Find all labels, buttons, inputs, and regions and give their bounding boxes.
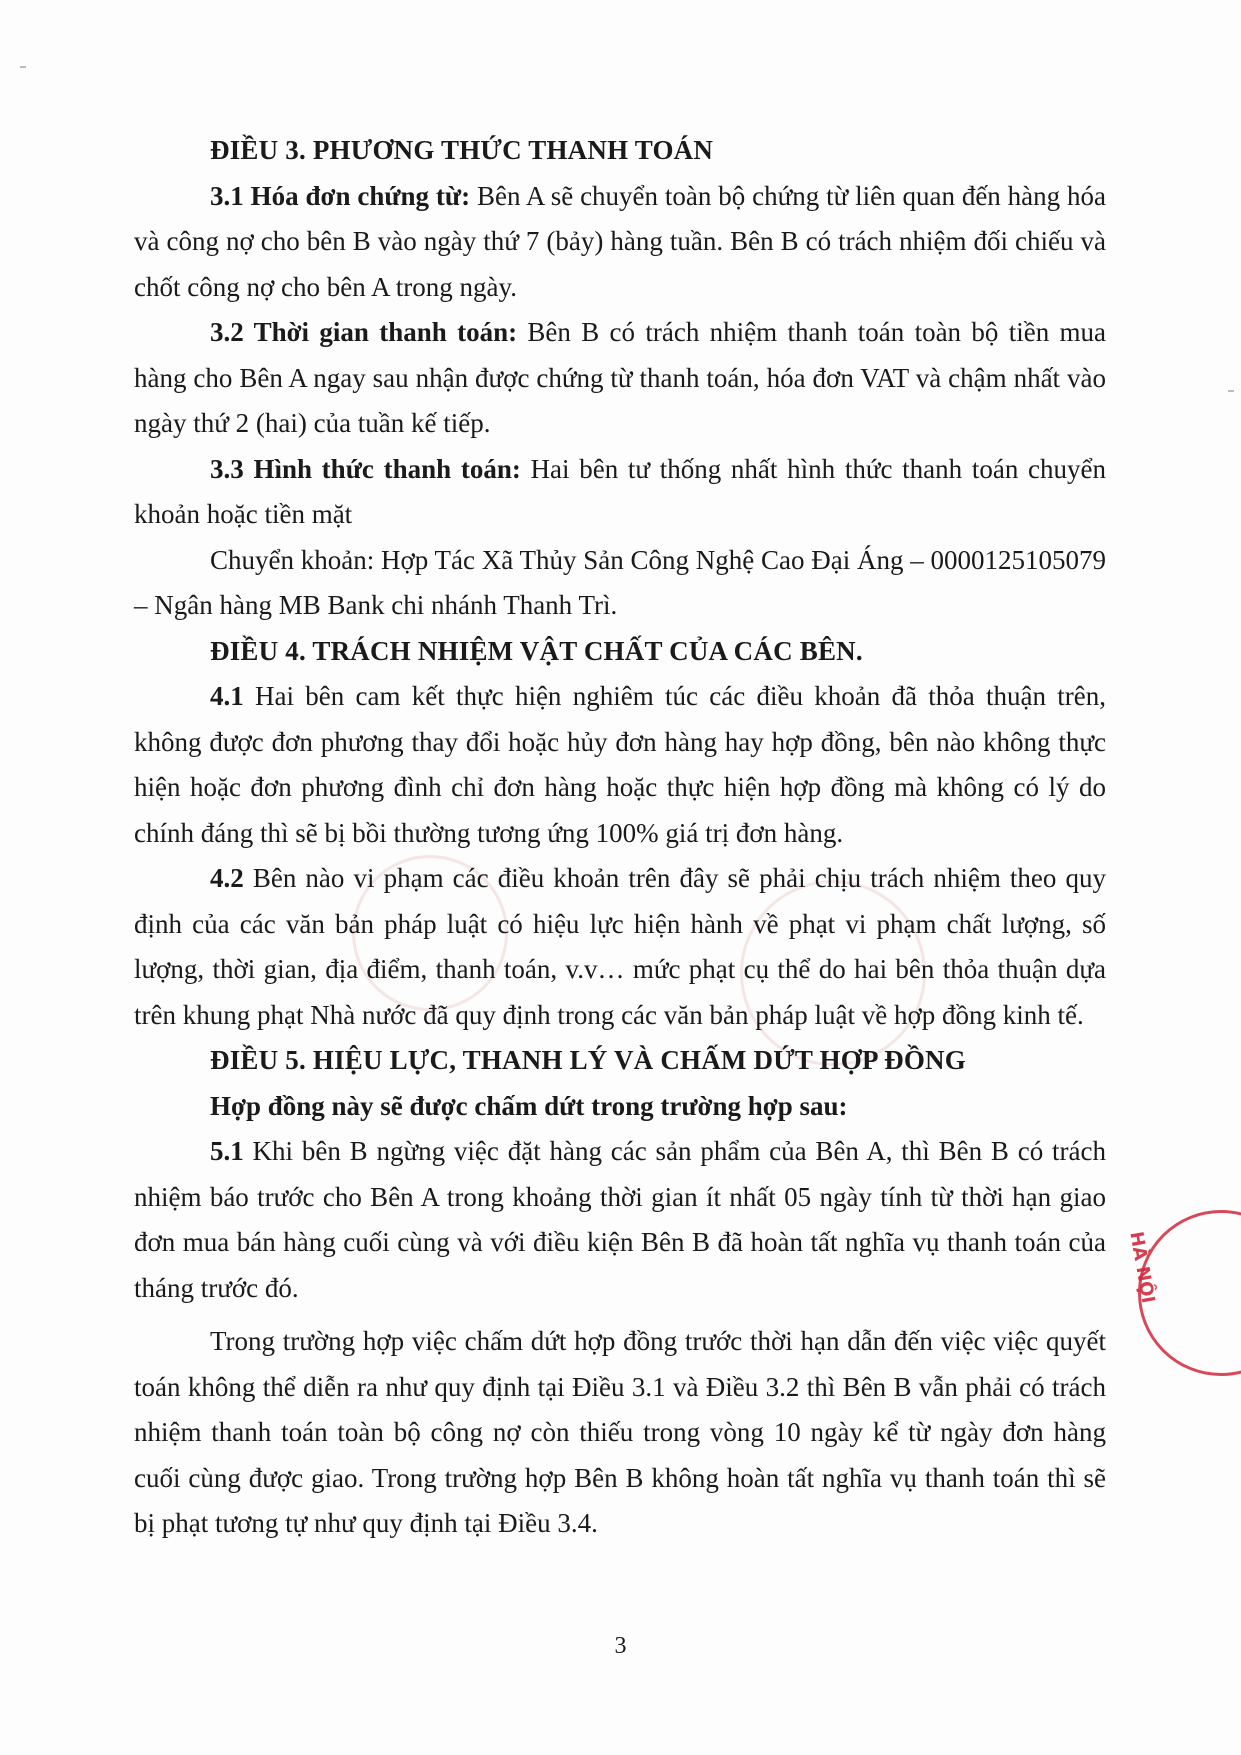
paragraph-label: 4.2 [210,863,244,893]
paragraph-text: Bên A sẽ chuyển toàn bộ chứng từ liên quan đến hàng hóa và công nợ cho bên B vào ngày thứ 7 (bảy) hàng tuần. Bên B có trách nhiệm đối chiếu và chốt công nợ cho bên A trong ngày. [134,180,1106,302]
paragraph-label: 3.2 Thời gian thanh toán: [210,317,518,347]
paragraph-4-2 [134,856,1106,1038]
section-heading: ĐIỀU 5. HIỆU LỰC, THANH LÝ VÀ CHẤM DỨT HỢP ĐỒNG [210,1045,966,1075]
paragraph-3-2 [134,310,1106,447]
paragraph-text: Bên nào vi phạm các điều khoản trên đây sẽ phải chịu trách nhiệm theo quy định của các văn bản pháp luật có hiệu lực hiện hành về phạt vi phạm chất lượng, số lượng, thời gian, địa điểm, thanh toán, v.v… mức phạt cụ thể do hai bên thỏa thuận dựa trên khung phạt Nhà nước đã quy định trong các văn bản pháp luật về hợp đồng kinh tế. [134,863,1106,1030]
paragraph-text: Khi bên B ngừng việc đặt hàng các sản phẩm của Bên A, thì Bên B có trách nhiệm báo trước cho Bên A trong khoảng thời gian ít nhất 05 ngày tính từ thời hạn giao đơn mua bán hàng cuối cùng và với điều kiện Bên B đã hoàn tất nghĩa vụ thanh toán của tháng trước đó. [134,1136,1106,1303]
paragraph-text: Hai bên cam kết thực hiện nghiêm túc các điều khoản đã thỏa thuận trên, không được đơn phương thay đổi hoặc hủy đơn hàng hay hợp đồng, bên nào không thực hiện hoặc đơn phương đình chỉ đơn hàng hoặc thực hiện hợp đồng mà không có lý do chính đáng thì sẽ bị bồi thường tương ứng 100% giá trị đơn hàng. [134,681,1106,848]
paragraph-text: Hai bên tư thống nhất hình thức thanh toán chuyển khoản hoặc tiền mặt [134,453,1106,529]
margin-mark [20,66,26,68]
section-heading: ĐIỀU 4. TRÁCH NHIỆM VẬT CHẤT CỦA CÁC BÊN. [210,635,863,666]
section-heading: ĐIỀU 3. PHƯƠNG THỨC THANH TOÁN [210,135,714,165]
paragraph-label: 4.1 [210,681,244,711]
paragraph-label: 5.1 [210,1136,244,1166]
paragraph-5-1 [134,1129,1106,1311]
paragraph-gap [134,1311,1106,1319]
paragraph-label: 3.1 Hóa đơn chứng từ: [210,180,471,211]
margin-mark [1228,390,1234,392]
document-body [134,128,1106,1547]
page-number: 3 [614,1633,627,1659]
paragraph-label: 3.3 Hình thức thanh toán: [210,453,521,484]
paragraph-bank-transfer [134,538,1106,629]
section-dieu-5 [134,1038,1106,1547]
section-sub-heading: Hợp đồng này sẽ được chấm dứt trong trường hợp sau: [210,1090,848,1121]
paragraph-text: Chuyển khoản: Hợp Tác Xã Thủy Sản Công Nghệ Cao Đại Áng – 0000125105079 – Ngân hàng MB Bank chi nhánh Thanh Trì. [134,544,1106,620]
red-stamp-text: HÀ NỘI [1125,1230,1159,1305]
paragraph-3-1 [134,174,1106,311]
section-dieu-3 [134,128,1106,629]
paragraph-3-3 [134,447,1106,538]
paragraph-text: Trong trường hợp việc chấm dứt hợp đồng trước thời hạn dẫn đến việc việc quyết toán không thể diễn ra như quy định tại Điều 3.1 và Điều 3.2 thì Bên B vẫn phải có trách nhiệm thanh toán toàn bộ công nợ còn thiếu trong vòng 10 ngày kể từ ngày đơn hàng cuối cùng được giao. Trong trường hợp Bên B không hoàn tất nghĩa vụ thanh toán thì sẽ bị phạt tương tự như quy định tại Điều 3.4. [134,1326,1106,1538]
paragraph-early-termination [134,1319,1106,1547]
section-dieu-4 [134,629,1106,1039]
paragraph-text: Bên B có trách nhiệm thanh toán toàn bộ tiền mua hàng cho Bên A ngay sau nhận được chứng từ thanh toán, hóa đơn VAT và chậm nhất vào ngày thứ 2 (hai) của tuần kế tiếp. [134,317,1106,438]
paragraph-4-1 [134,674,1106,856]
